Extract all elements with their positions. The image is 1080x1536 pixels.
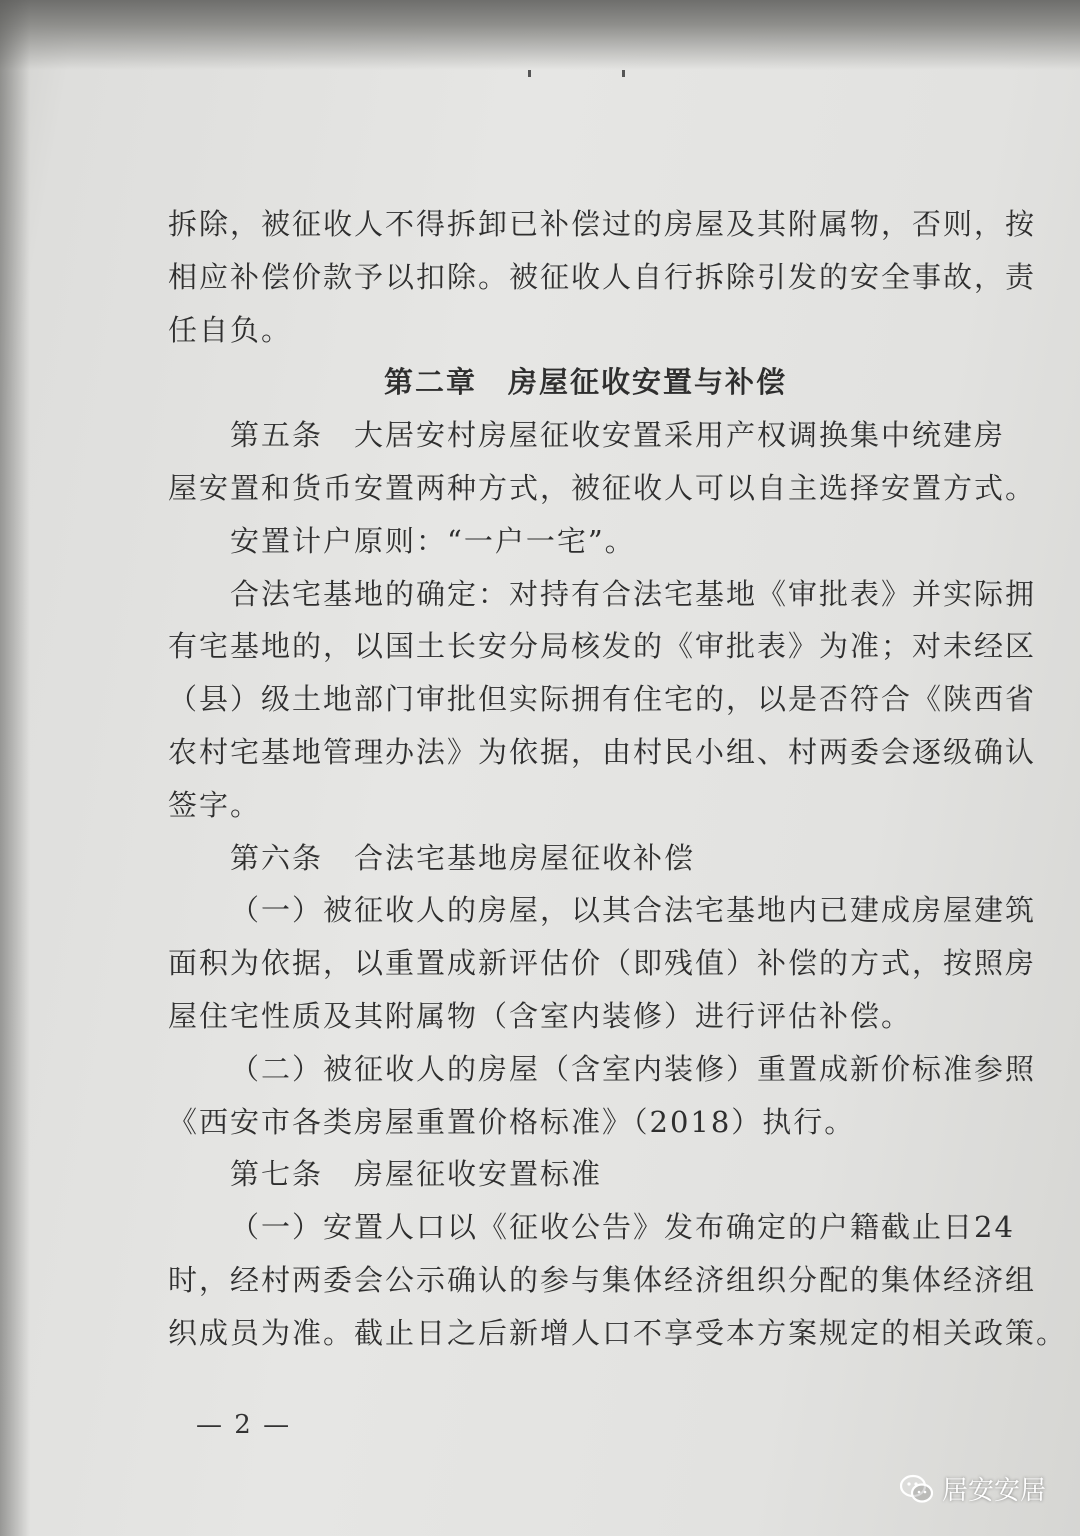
body-line: 农村宅基地管理办法》为依据，由村民小组、村两委会逐级确认 xyxy=(168,734,1037,769)
page-number: — 2 — xyxy=(196,1410,292,1440)
wechat-icon xyxy=(900,1474,934,1504)
page-top-shadow xyxy=(0,0,1080,70)
body-line: 面积为依据，以重置成新评估价（即残值）补偿的方式，按照房 xyxy=(168,946,1037,981)
body-line: （一）安置人口以《征收公告》发布确定的户籍截止日24 xyxy=(230,1210,1015,1245)
body-line: 签字。 xyxy=(168,787,262,822)
page-left-shadow xyxy=(0,0,30,1536)
chapter-heading: 第二章 房屋征收安置与补偿 xyxy=(384,365,788,400)
body-line: 相应补偿价款予以扣除。被征收人自行拆除引发的安全事故，责 xyxy=(168,259,1037,294)
staple-mark xyxy=(528,70,531,77)
body-line: 安置计户原则：“一户一宅”。 xyxy=(230,523,636,558)
body-line: 任自负。 xyxy=(168,312,293,347)
body-line: （县）级土地部门审批但实际拥有住宅的，以是否符合《陕西省 xyxy=(168,682,1037,717)
body-line: 屋安置和货币安置两种方式，被征收人可以自主选择安置方式。 xyxy=(168,470,1037,505)
body-line: 时，经村两委会公示确认的参与集体经济组织分配的集体经济组 xyxy=(168,1262,1037,1297)
wechat-watermark xyxy=(900,1470,1046,1507)
body-line: 有宅基地的，以国土长安分局核发的《审批表》为准；对未经区 xyxy=(168,629,1037,664)
body-line: 合法宅基地的确定：对持有合法宅基地《审批表》并实际拥 xyxy=(230,576,1037,611)
body-line: 织成员为准。截止日之后新增人口不享受本方案规定的相关政策。 xyxy=(168,1315,1068,1350)
body-line: 拆除，被征收人不得拆卸已补偿过的房屋及其附属物，否则，按 xyxy=(168,207,1037,241)
article-heading: 第六条 合法宅基地房屋征收补偿 xyxy=(230,840,696,875)
body-line: 《西安市各类房屋重置价格标准》（2018）执行。 xyxy=(168,1104,856,1139)
body-line: 屋住宅性质及其附属物（含室内装修）进行评估补偿。 xyxy=(168,998,913,1033)
body-line: （二）被征收人的房屋（含室内装修）重置成新价标准参照 xyxy=(230,1051,1037,1086)
body-line: （一）被征收人的房屋，以其合法宅基地内已建成房屋建筑 xyxy=(230,893,1037,928)
document-body xyxy=(168,198,1068,1360)
article-heading: 第七条 房屋征收安置标准 xyxy=(230,1157,603,1192)
article-heading: 第五条 大居安村房屋征收安置采用产权调换集中统建房 xyxy=(230,418,1006,453)
staple-mark xyxy=(622,70,625,77)
watermark-account-name: 居安安居 xyxy=(942,1476,1047,1506)
